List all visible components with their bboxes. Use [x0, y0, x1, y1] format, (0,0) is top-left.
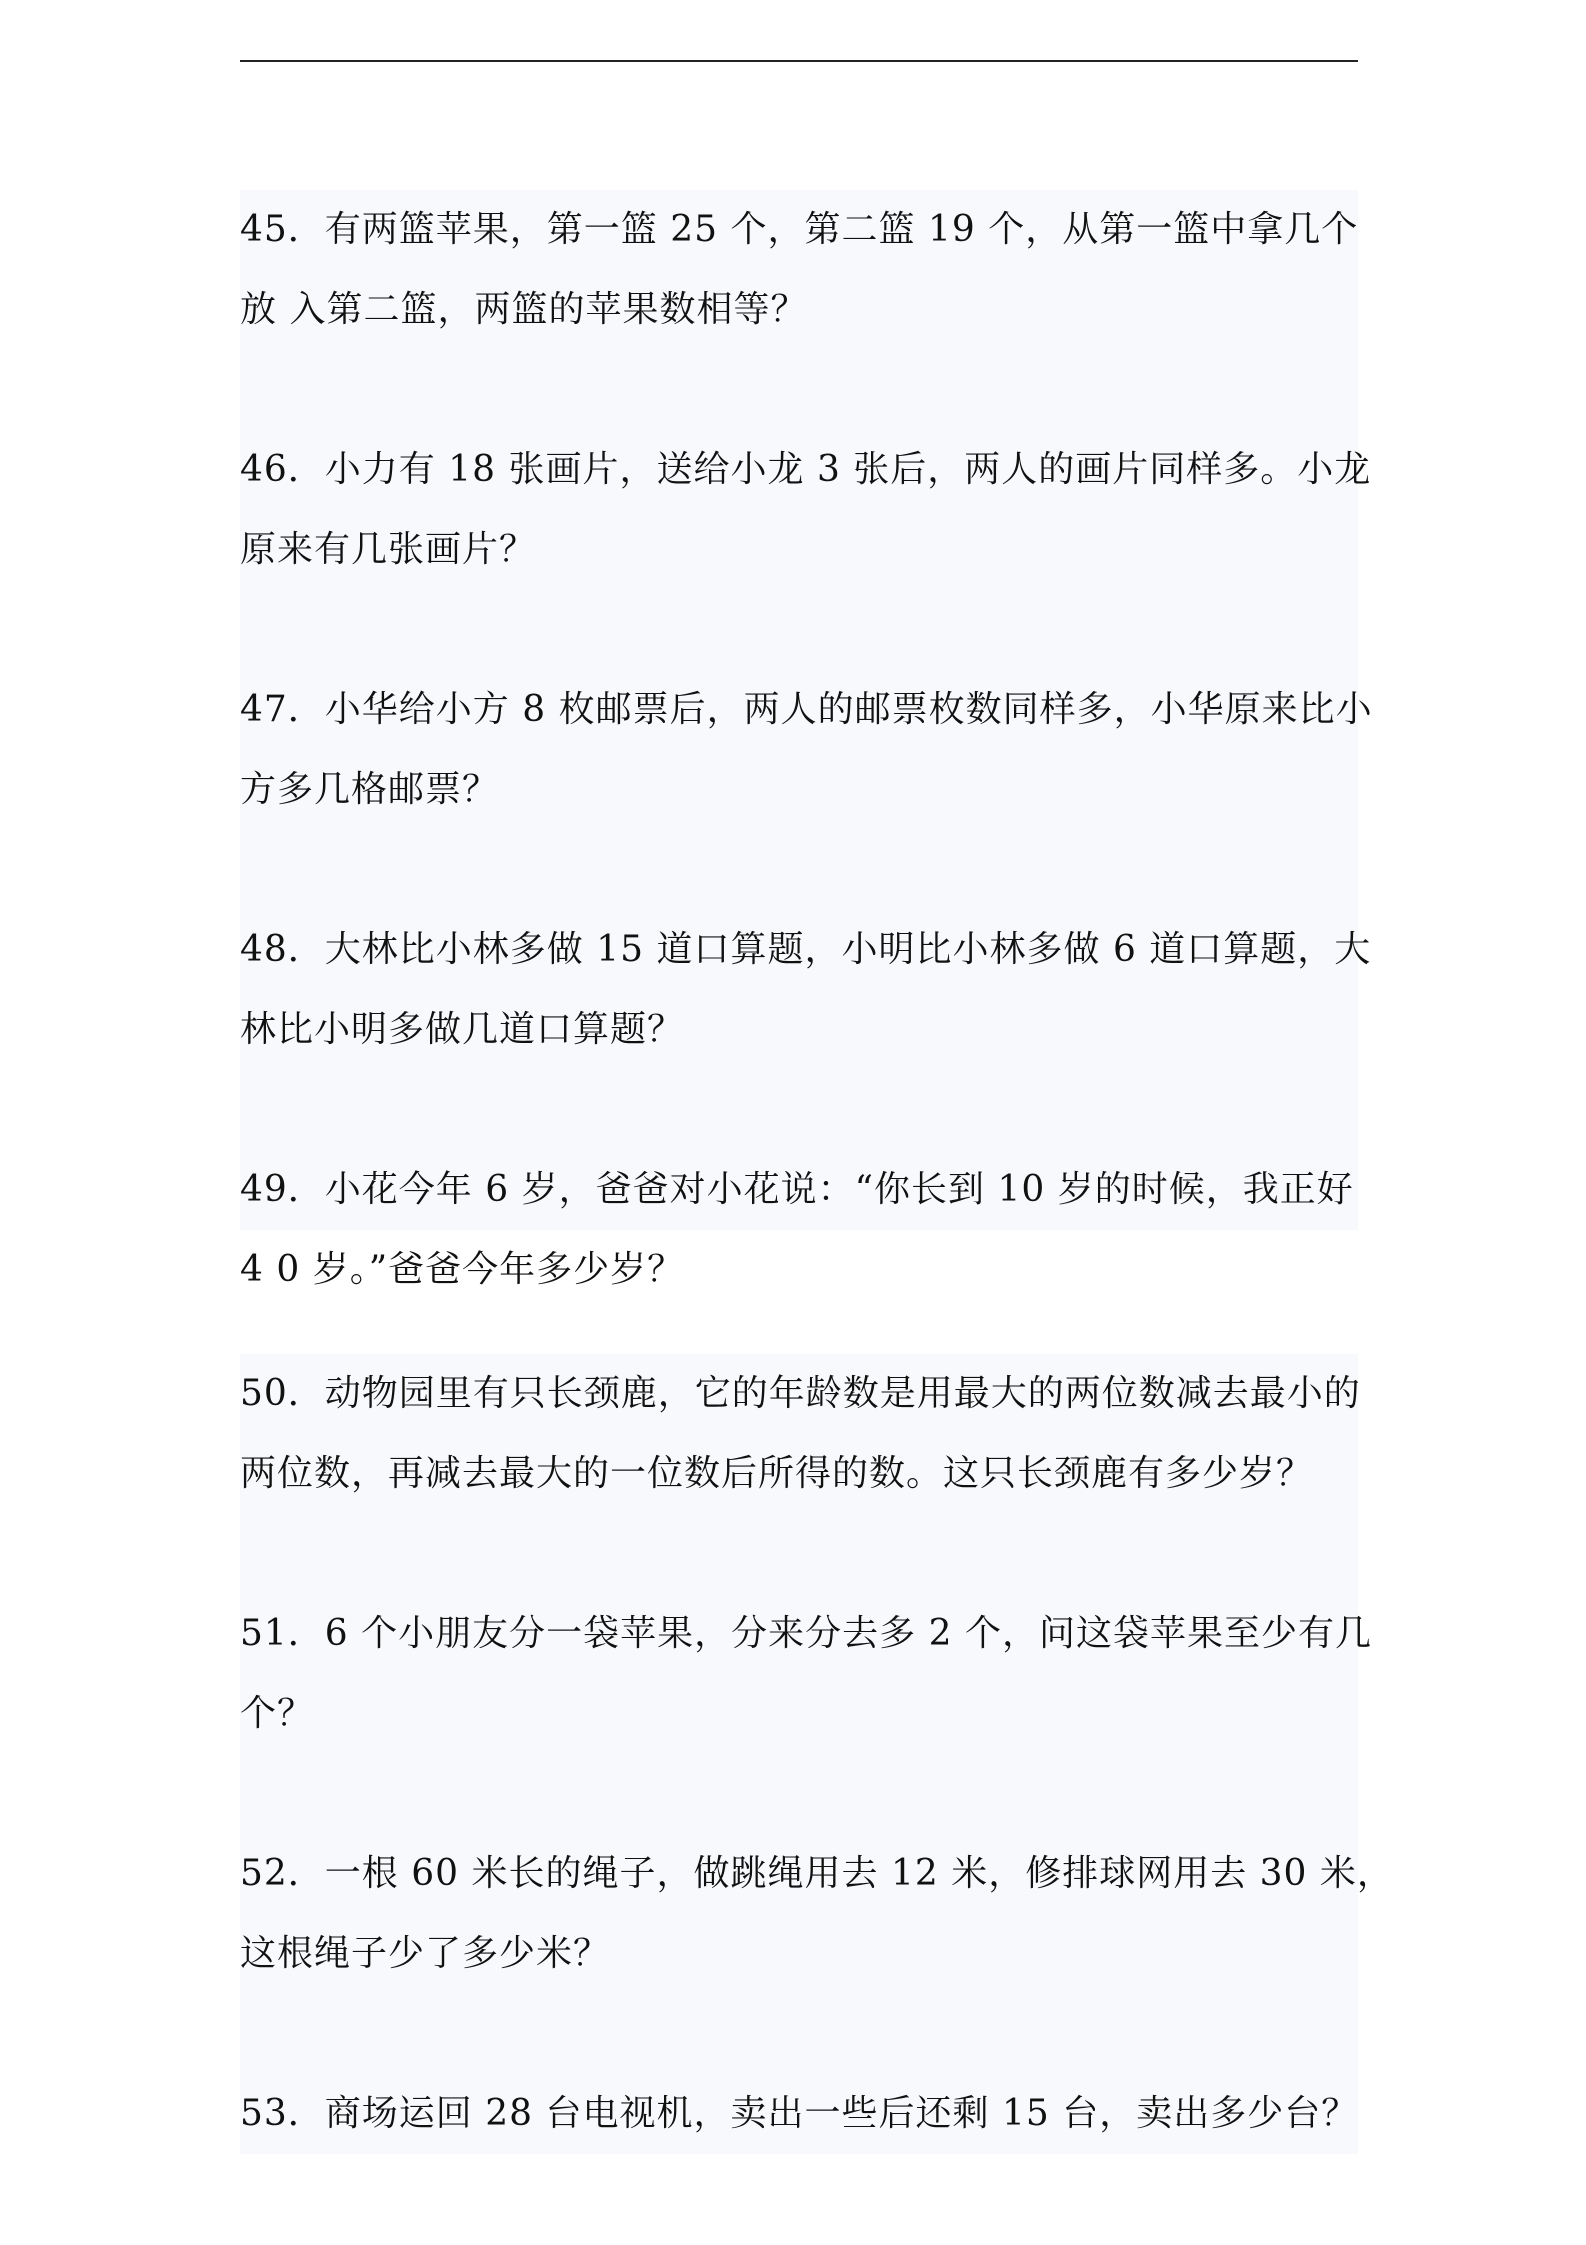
problem-51: [240, 1594, 1372, 1834]
problem-text-line: 方多几格邮票？: [240, 750, 1358, 830]
problem-53: [240, 2074, 1358, 2154]
answer-space: [240, 1754, 1358, 1834]
answer-space: [240, 1994, 1358, 2074]
problem-text-line: 两位数，再减去最大的一位数后所得的数。这只长颈鹿有多少岁？: [240, 1434, 1358, 1514]
problem-text-line: 原来有几张画片？: [240, 510, 1358, 590]
problem-list: [240, 190, 1394, 2154]
answer-space: [240, 590, 1358, 670]
problem-52: [240, 1834, 1394, 2074]
answer-space: [240, 830, 1358, 910]
answer-space: [240, 1514, 1358, 1594]
problem-46: [240, 430, 1372, 670]
problem-text-line: 林比小明多做几道口算题？: [240, 990, 1358, 1070]
problem-text-line: 52．一根 60 米长的绳子，做跳绳用去 12 米，修排球网用去 30 米，: [240, 1834, 1358, 1914]
answer-space: [240, 350, 1358, 430]
problem-text-line: 个？: [240, 1674, 1358, 1754]
problem-text-line: 49．小花今年 6 岁，爸爸对小花说：“你长到 10 岁的时候，我正好: [240, 1150, 1358, 1230]
problem-text-line: 45．有两篮苹果，第一篮 25 个，第二篮 19 个，从第一篮中拿几个: [240, 190, 1358, 270]
problem-text-line: 4 0 岁。”爸爸今年多少岁？: [240, 1249, 685, 1290]
answer-space: [240, 1070, 1358, 1150]
problem-text-line: 46．小力有 18 张画片，送给小龙 3 张后，两人的画片同样多。小龙: [240, 430, 1358, 510]
problem-48: [240, 910, 1372, 1150]
problem-50: [240, 1354, 1361, 1594]
problem-text-line: 53．商场运回 28 台电视机，卖出一些后还剩 15 台，卖出多少台？: [240, 2074, 1358, 2154]
problem-text-line: 放 入第二篮，两篮的苹果数相等？: [240, 270, 1358, 350]
problem-text-line: 48．大林比小林多做 15 道口算题，小明比小林多做 6 道口算题，大: [240, 910, 1358, 990]
header-rule: [240, 60, 1358, 62]
problem-45: [240, 190, 1358, 430]
problem-49: [240, 1150, 1358, 1354]
problem-47: [240, 670, 1373, 910]
problem-text-line: 51．6 个小朋友分一袋苹果，分来分去多 2 个，问这袋苹果至少有几: [240, 1594, 1358, 1674]
answer-space: [240, 1310, 1358, 1354]
problem-text-line: 50．动物园里有只长颈鹿，它的年龄数是用最大的两位数减去最小的: [240, 1354, 1358, 1434]
problem-text-line: 这根绳子少了多少米？: [240, 1914, 1358, 1994]
problem-text-line: 47．小华给小方 8 枚邮票后，两人的邮票枚数同样多，小华原来比小: [240, 670, 1358, 750]
